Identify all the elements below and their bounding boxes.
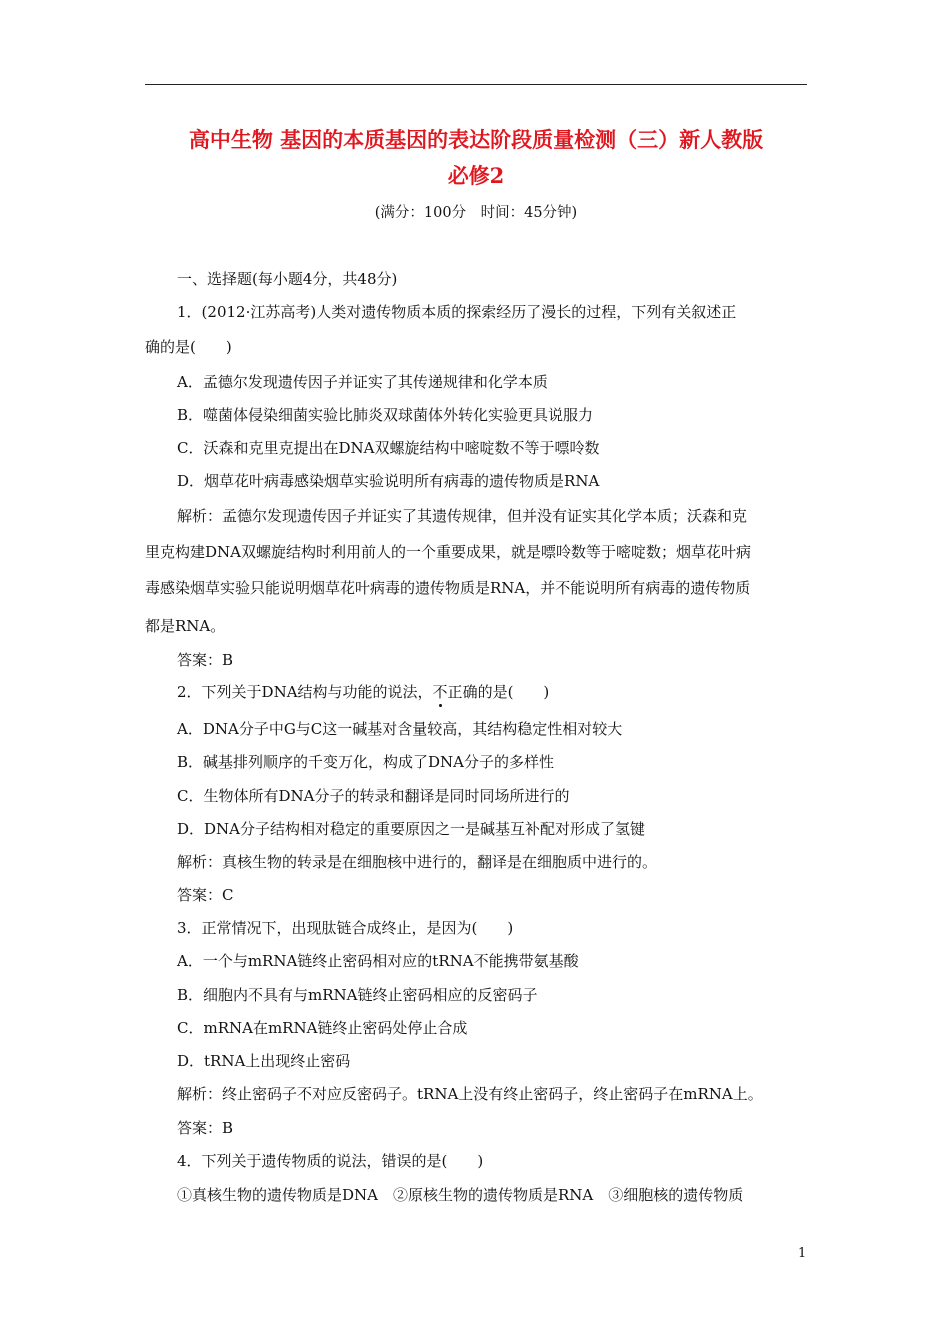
q2-answer: 答案：C xyxy=(177,886,234,904)
q1-option-c: C．沃森和克里克提出在DNA双螺旋结构中嘧啶数不等于嘌呤数 xyxy=(177,439,600,457)
q2-option-a: A．DNA分子中G与C这一碱基对含量较高，其结构稳定性相对较大 xyxy=(177,720,623,738)
q2-option-b: B．碱基排列顺序的千变万化，构成了DNA分子的多样性 xyxy=(177,753,555,771)
doc-title-line1: 高中生物 基因的本质基因的表达阶段质量检测（三）新人教版 xyxy=(188,127,764,152)
section-heading: 一、选择题(每小题4分，共48分) xyxy=(177,270,398,288)
q3-option-b: B．细胞内不具有与mRNA链终止密码相应的反密码子 xyxy=(177,986,538,1004)
q3-option-a: A．一个与mRNA链终止密码相对应的tRNA不能携带氨基酸 xyxy=(177,952,579,970)
doc-title-line2: 必修2 xyxy=(447,163,505,188)
q3-answer: 答案：B xyxy=(177,1119,234,1137)
q2-option-c: C．生物体所有DNA分子的转录和翻译是同时同场所进行的 xyxy=(177,787,570,805)
score-time-info: (满分：100分 时间：45分钟) xyxy=(374,205,578,221)
q2-stem-pre: 2．下列关于DNA结构与功能的说法， xyxy=(177,683,433,701)
q1-explanation-cont: 都是RNA。 xyxy=(145,617,226,635)
q1-option-d: D．烟草花叶病毒感染烟草实验说明所有病毒的遗传物质是RNA xyxy=(177,472,600,490)
q3-explanation: 解析：终止密码子不对应反密码子。tRNA上没有终止密码子，终止密码子在mRNA上。 xyxy=(177,1085,763,1103)
q4-stem: 4．下列关于遗传物质的说法，错误的是( ) xyxy=(177,1152,484,1170)
q2-explanation: 解析：真核生物的转录是在细胞核中进行的，翻译是在细胞质中进行的。 xyxy=(177,853,658,871)
header-rule xyxy=(145,84,807,85)
q3-stem: 3．正常情况下，出现肽链合成终止，是因为( ) xyxy=(177,919,514,937)
q1-explanation-cont: 里克构建DNA双螺旋结构时利用前人的一个重要成果，就是嘌呤数等于嘧啶数；烟草花叶病 xyxy=(145,543,751,561)
q1-option-b: B．噬菌体侵染细菌实验比肺炎双球菌体外转化实验更具说服力 xyxy=(177,406,594,424)
q1-answer: 答案：B xyxy=(177,651,234,669)
q2-stem-char: 确 xyxy=(462,683,478,701)
q1-explanation-cont: 毒感染烟草实验只能说明烟草花叶病毒的遗传物质是RNA，并不能说明所有病毒的遗传物质 xyxy=(145,579,751,597)
emphasis-char: 不 xyxy=(432,683,448,701)
q1-stem-cont: 确的是( ) xyxy=(145,338,232,356)
q1-stem: 1．(2012·江苏高考)人类对遗传物质本质的探索经历了漫长的过程，下列有关叙述正 xyxy=(177,303,737,321)
q3-option-d: D．tRNA上出现终止密码 xyxy=(177,1052,351,1070)
q1-explanation: 解析：孟德尔发现遗传因子并证实了其遗传规律，但并没有证实其化学本质；沃森和克 xyxy=(177,507,748,525)
q2-stem-char: 正 xyxy=(447,683,463,701)
q2-stem-post: 的是( ) xyxy=(477,683,550,701)
q2-stem xyxy=(177,681,549,702)
q3-option-c: C．mRNA在mRNA链终止密码处停止合成 xyxy=(177,1019,468,1037)
q1-option-a: A．孟德尔发现遗传因子并证实了其传递规律和化学本质 xyxy=(177,373,548,391)
q2-option-d: D．DNA分子结构相对稳定的重要原因之一是碱基互补配对形成了氢键 xyxy=(177,820,646,838)
q4-statements: ①真核生物的遗传物质是DNA ②原核生物的遗传物质是RNA ③细胞核的遗传物质 xyxy=(177,1186,744,1204)
page-number: 1 xyxy=(798,1246,807,1261)
